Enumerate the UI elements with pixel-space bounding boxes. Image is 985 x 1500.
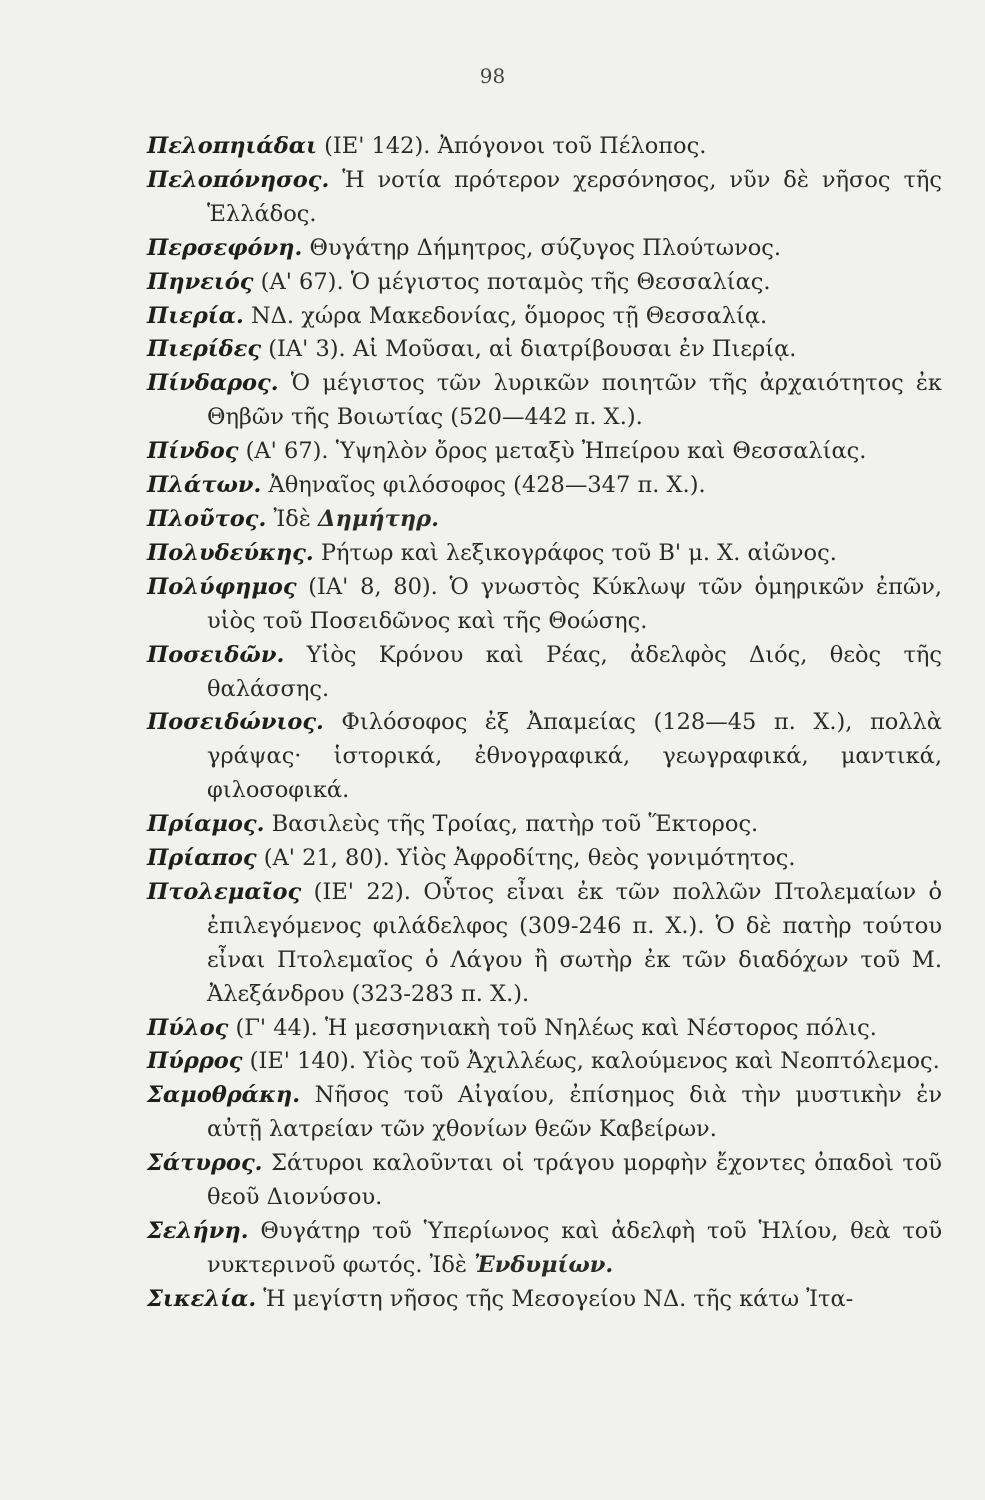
entry-term: Ποσειδώνιος. xyxy=(147,709,324,736)
glossary-entry xyxy=(147,876,942,1012)
glossary-entry xyxy=(147,808,942,842)
glossary-entry xyxy=(147,130,942,164)
entry-term: Πελοπηιάδαι xyxy=(147,133,317,159)
entry-cross-reference: Ἐνδυμίων. xyxy=(474,1251,614,1278)
glossary-entry xyxy=(147,333,942,367)
glossary-entry xyxy=(147,164,942,232)
entry-term: Πτολεμαῖος xyxy=(147,878,302,905)
glossary-entry xyxy=(147,1012,942,1046)
entry-term: Ποσειδῶν. xyxy=(147,641,285,668)
entry-text: Υἱὸς Κρόνου καὶ Ρέας, ἀδελφὸς Διός, θεὸς τῆς θαλάσσης. xyxy=(207,641,942,702)
entry-text: Νῆσος τοῦ Αἰγαίου, ἐπίσημος διὰ τὴν μυστικὴν ἐν αὐτῇ λατρείαν τῶν χθονίων θεῶν Καβείρων. xyxy=(207,1082,942,1143)
glossary-entry xyxy=(147,367,942,435)
glossary-entry xyxy=(147,300,942,334)
glossary-entry xyxy=(147,266,942,300)
entry-text: (ΙΑ' 3). Αἱ Μοῦσαι, αἱ διατρίβουσαι ἐν Πιερίᾳ. xyxy=(261,336,797,363)
entry-term: Πλοῦτος. xyxy=(147,505,267,532)
entry-term: Πιερία. xyxy=(147,302,244,329)
glossary-entry xyxy=(147,1147,942,1215)
glossary-entry xyxy=(147,1283,942,1317)
entry-text: (ΙΕ' 22). Οὗτος εἶναι ἐκ τῶν πολλῶν Πτολεμαίων ὁ ἐπιλεγόμενος φιλάδελφος (309-246 π. Χ.). Ὁ δὲ πατὴρ τούτου εἶναι Πτολεμαῖος ὁ Λάγου ἢ σωτὴρ ἐκ τῶν διαδόχων τοῦ Μ. Ἀλεξάνδρου (323-283 π. Χ.). xyxy=(207,878,942,1007)
entry-text: Ἡ νοτία πρότερον χερσόνησος, νῦν δὲ νῆσος τῆς Ἑλλάδος. xyxy=(207,166,942,227)
entry-term: Πολύφημος xyxy=(147,573,297,600)
entry-cross-reference: Δημήτηρ. xyxy=(318,505,439,532)
entry-term: Πρίαμος. xyxy=(147,811,265,838)
entry-term: Πύρρος xyxy=(147,1048,243,1075)
entry-text: (ΙΑ' 8, 80). Ὁ γνωστὸς Κύκλωψ τῶν ὁμηρικῶν ἐπῶν, υἱὸς τοῦ Ποσειδῶνος καὶ τῆς Θοώσης. xyxy=(207,573,942,634)
glossary-entry xyxy=(147,232,942,266)
glossary-entry xyxy=(147,571,942,639)
entry-text: Θυγάτηρ Δήμητρος, σύζυγος Πλούτωνος. xyxy=(302,234,782,261)
glossary-entries xyxy=(147,130,942,1317)
entry-text: ΝΔ. χώρα Μακεδονίας, ὅμορος τῇ Θεσσαλίᾳ. xyxy=(243,302,768,329)
glossary-entry xyxy=(147,469,942,503)
entry-term: Πίνδαρος. xyxy=(147,370,279,397)
entry-term: Πλάτων. xyxy=(147,472,262,499)
entry-term: Σάτυρος. xyxy=(147,1150,263,1177)
entry-text: Ἰδὲ xyxy=(266,505,318,532)
glossary-entry xyxy=(147,1045,942,1079)
glossary-entry xyxy=(147,503,942,537)
entry-term: Σικελία. xyxy=(147,1285,257,1312)
glossary-entry xyxy=(147,537,942,571)
entry-text: Σάτυροι καλοῦνται οἱ τράγου μορφὴν ἔχοντες ὀπαδοὶ τοῦ θεοῦ Διονύσου. xyxy=(207,1150,942,1211)
entry-term: Πίνδος xyxy=(147,438,239,465)
entry-term: Πύλος xyxy=(147,1014,229,1041)
entry-term: Σαμοθράκη. xyxy=(147,1082,301,1109)
entry-text: (Α' 67). Ὁ μέγιστος ποταμὸς τῆς Θεσσαλίας. xyxy=(253,268,771,295)
entry-text: Ἀθηναῖος φιλόσοφος (428—347 π. Χ.). xyxy=(261,472,706,499)
entry-text: Θυγάτηρ τοῦ Ὑπερίωνος καὶ ἀδελφὴ τοῦ Ἡλίου, θεὰ τοῦ νυκτερινοῦ φωτός. Ἰδὲ xyxy=(207,1218,942,1278)
entry-term: Περσεφόνη. xyxy=(147,234,303,261)
entry-text: Ἡ μεγίστη νῆσος τῆς Μεσογείου ΝΔ. τῆς κάτω Ἰτα- xyxy=(256,1285,854,1312)
glossary-entry xyxy=(147,435,942,469)
glossary-entry xyxy=(147,639,942,707)
entry-text: Φιλόσοφος ἐξ Ἀπαμείας (128—45 π. Χ.), πολλὰ γράψας· ἱστορικά, ἐθνογραφικά, γεωγραφικά, μαντικά, φιλοσοφικά. xyxy=(207,709,942,804)
entry-text: (Α' 67). Ὑψηλὸν ὄρος μεταξὺ Ἠπείρου καὶ Θεσσαλίας. xyxy=(238,438,867,465)
entry-text: (Γ' 44). Ἡ μεσσηνιακὴ τοῦ Νηλέως καὶ Νέστορος πόλις. xyxy=(228,1014,877,1041)
page-number: 98 xyxy=(479,64,506,88)
entry-term: Πολυδεύκης. xyxy=(147,539,314,566)
entry-text: Ρήτωρ καὶ λεξικογράφος τοῦ Β' μ. Χ. αἰῶνος. xyxy=(313,539,837,566)
glossary-entry xyxy=(147,1079,942,1147)
entry-term: Σελήνη. xyxy=(147,1218,249,1244)
entry-term: Πιερίδες xyxy=(147,336,262,363)
entry-text: Βασιλεὺς τῆς Τροίας, πατὴρ τοῦ Ἕκτορος. xyxy=(264,811,759,838)
glossary-entry xyxy=(147,706,942,808)
entry-term: Πελοπόνησος. xyxy=(147,166,330,193)
glossary-entry xyxy=(147,842,942,876)
entry-text: (ΙΕ' 140). Υἱὸς τοῦ Ἀχιλλέως, καλούμενος καὶ Νεοπτόλεμος. xyxy=(242,1048,940,1075)
entry-text: Ὁ μέγιστος τῶν λυρικῶν ποιητῶν τῆς ἀρχαιότητος ἐκ Θηβῶν τῆς Βοιωτίας (520—442 π. Χ.). xyxy=(207,370,942,431)
entry-term: Πηνειός xyxy=(147,268,254,295)
entry-text: (Α' 21, 80). Υἱὸς Ἀφροδίτης, θεὸς γονιμότητος. xyxy=(256,845,796,872)
glossary-entry xyxy=(147,1215,942,1283)
entry-term: Πρίαπος xyxy=(147,845,257,872)
entry-text: (ΙΕ' 142). Ἀπόγονοι τοῦ Πέλοπος. xyxy=(316,133,707,159)
